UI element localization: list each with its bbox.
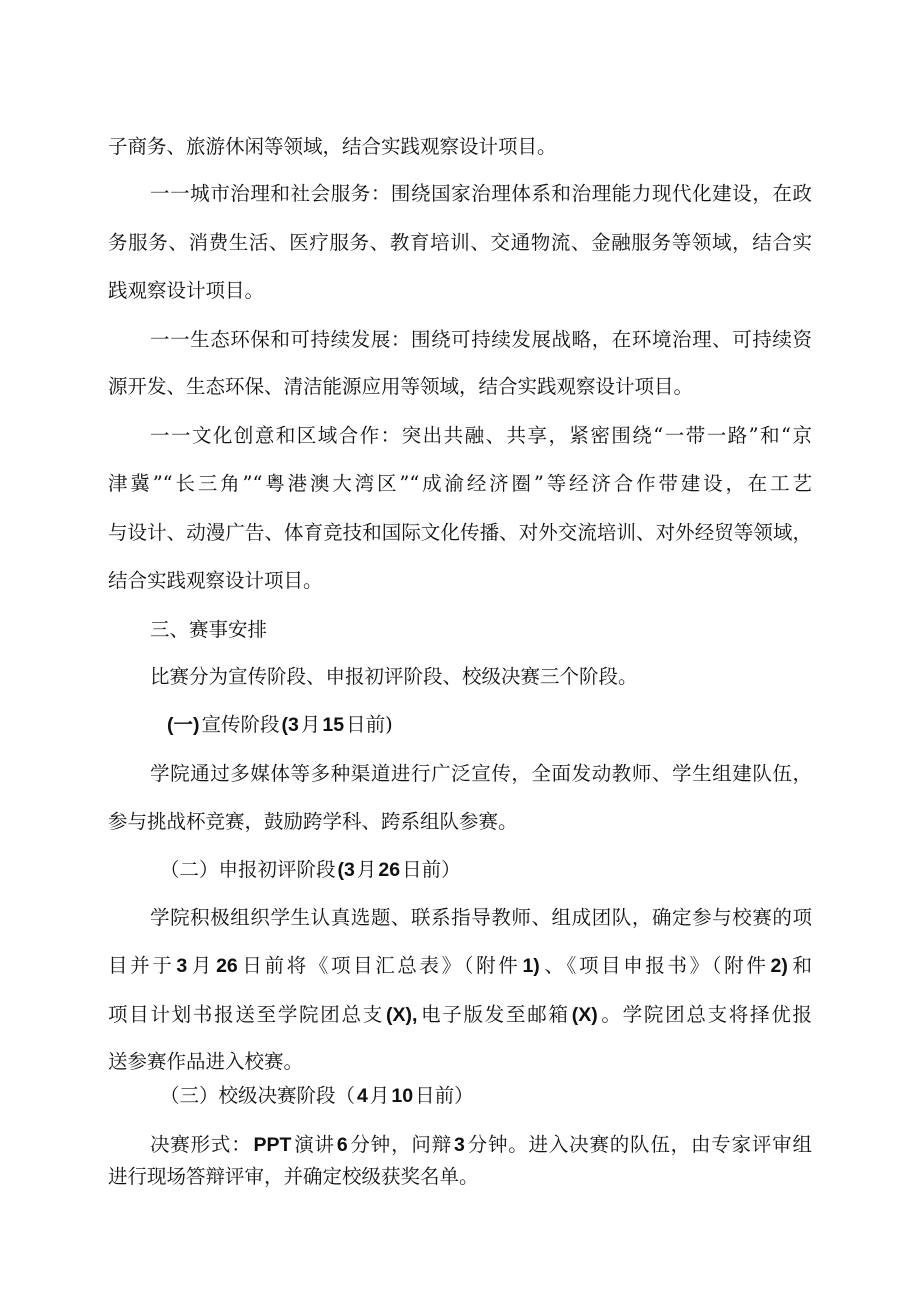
text-run: 分钟，问辩 xyxy=(349,1133,452,1156)
text-run: 三、赛事安排 xyxy=(150,618,268,641)
text-line xyxy=(108,276,812,306)
text-run: 分钟。进入决赛的队伍，由专家评审组 xyxy=(466,1133,812,1156)
text-run: 目并于 xyxy=(108,954,175,977)
text-run: （三）校级决赛阶段（ xyxy=(160,1084,356,1107)
bold-text-run: (3 xyxy=(281,714,299,736)
text-line xyxy=(108,807,812,837)
text-line xyxy=(150,325,812,355)
text-line xyxy=(160,855,812,885)
bold-text-run: 3 xyxy=(176,955,188,977)
text-run: 结合实践观察设计项目。 xyxy=(108,569,323,592)
bold-text-run: 4 xyxy=(357,1085,368,1107)
text-line xyxy=(150,1130,812,1160)
text-run: 月 xyxy=(300,713,321,736)
text-line xyxy=(150,179,812,209)
text-run: 一一城市治理和社会服务：围绕国家治理体系和治理能力现代化建设，在政 xyxy=(150,182,812,205)
text-run: 一一文化创意和区域合作：突出共融、共享，紧密围绕“一带一路”和“京 xyxy=(150,424,812,447)
text-run: 日前） xyxy=(415,1084,474,1107)
text-line xyxy=(108,372,812,402)
text-run: 进行现场答辩评审，并确定校级获奖名单。 xyxy=(108,1165,479,1188)
bold-text-run: 6 xyxy=(336,1134,348,1156)
text-run: 和 xyxy=(789,954,812,977)
text-line xyxy=(108,566,812,596)
text-line xyxy=(108,1162,812,1192)
text-run: 学院积极组织学生认真选题、联系指导教师、组成团队，确定参与校赛的项 xyxy=(150,906,812,929)
text-line xyxy=(150,615,812,645)
text-run: 务服务、消费生活、医疗服务、教育培训、交通物流、金融服务等领域，结合实 xyxy=(108,231,812,254)
text-line xyxy=(150,662,812,692)
text-run: 项目计划书报送至学院团总支 xyxy=(108,1003,384,1026)
text-run: 子商务、旅游休闲等领域，结合实践观察设计项目。 xyxy=(108,135,557,158)
text-run: 与设计、动漫广告、体育竞技和国际文化传播、对外交流培训、对外经贸等领域， xyxy=(108,521,812,544)
text-run: 月 xyxy=(189,954,215,977)
text-run: 日前) xyxy=(346,713,393,736)
bold-text-run: (一) xyxy=(167,714,200,736)
bold-text-run: 1) xyxy=(522,955,540,977)
text-line xyxy=(108,1047,812,1077)
text-line xyxy=(108,951,812,981)
text-line xyxy=(150,421,812,451)
text-run: 学院通过多媒体等多种渠道进行广泛宣传，全面发动教师、学生组建队伍， xyxy=(150,762,812,785)
text-line xyxy=(150,759,812,789)
text-run: 日前将《项目汇总表》（附件 xyxy=(239,954,521,977)
text-run: 践观察设计项目。 xyxy=(108,279,265,302)
text-line xyxy=(160,1081,812,1111)
text-run: 日前） xyxy=(402,858,461,881)
text-run: 、《项目申报书》（附件 xyxy=(541,954,769,977)
text-run: 。学院团总支将择优报 xyxy=(599,1003,812,1026)
text-run: 参与挑战杯竞赛，鼓励跨学科、跨系组队参赛。 xyxy=(108,810,518,833)
text-run: 演讲 xyxy=(293,1133,335,1156)
bold-text-run: 15 xyxy=(322,714,345,736)
bold-text-run: (X), xyxy=(385,1004,418,1026)
text-run: 电子版发至邮箱 xyxy=(419,1003,570,1026)
text-run: 宣传阶段 xyxy=(201,713,280,736)
text-line xyxy=(108,228,812,258)
bold-text-run: 3 xyxy=(454,1134,465,1156)
text-line xyxy=(108,1000,812,1030)
text-run: （二）申报初评阶段 xyxy=(160,858,336,881)
bold-text-run: PPT xyxy=(253,1134,292,1156)
text-run: 一一生态环保和可持续发展：围绕可持续发展战略，在环境治理、可持续资 xyxy=(150,328,812,351)
bold-text-run: (X) xyxy=(571,1004,598,1026)
bold-text-run: 26 xyxy=(216,955,238,977)
text-run: 月 xyxy=(356,858,377,881)
text-run: 比赛分为宣传阶段、申报初评阶段、校级决赛三个阶段。 xyxy=(150,665,638,688)
bold-text-run: 2) xyxy=(770,955,788,977)
bold-text-run: (3 xyxy=(337,859,355,881)
text-run: 决赛形式： xyxy=(150,1133,252,1156)
text-line xyxy=(165,710,812,740)
text-line xyxy=(108,469,812,499)
text-line xyxy=(108,518,812,548)
bold-text-run: 26 xyxy=(378,859,401,881)
text-line xyxy=(150,903,812,933)
text-line xyxy=(108,132,812,162)
text-run: 津冀”“长三角”“粤港澳大湾区”“成渝经济圈”等经济合作带建设，在工艺 xyxy=(108,472,812,495)
text-run: 源开发、生态环保、清洁能源应用等领域，结合实践观察设计项目。 xyxy=(108,375,694,398)
text-run: 送参赛作品进入校赛。 xyxy=(108,1050,304,1073)
bold-text-run: 10 xyxy=(391,1085,414,1107)
text-run: 月 xyxy=(369,1084,390,1107)
